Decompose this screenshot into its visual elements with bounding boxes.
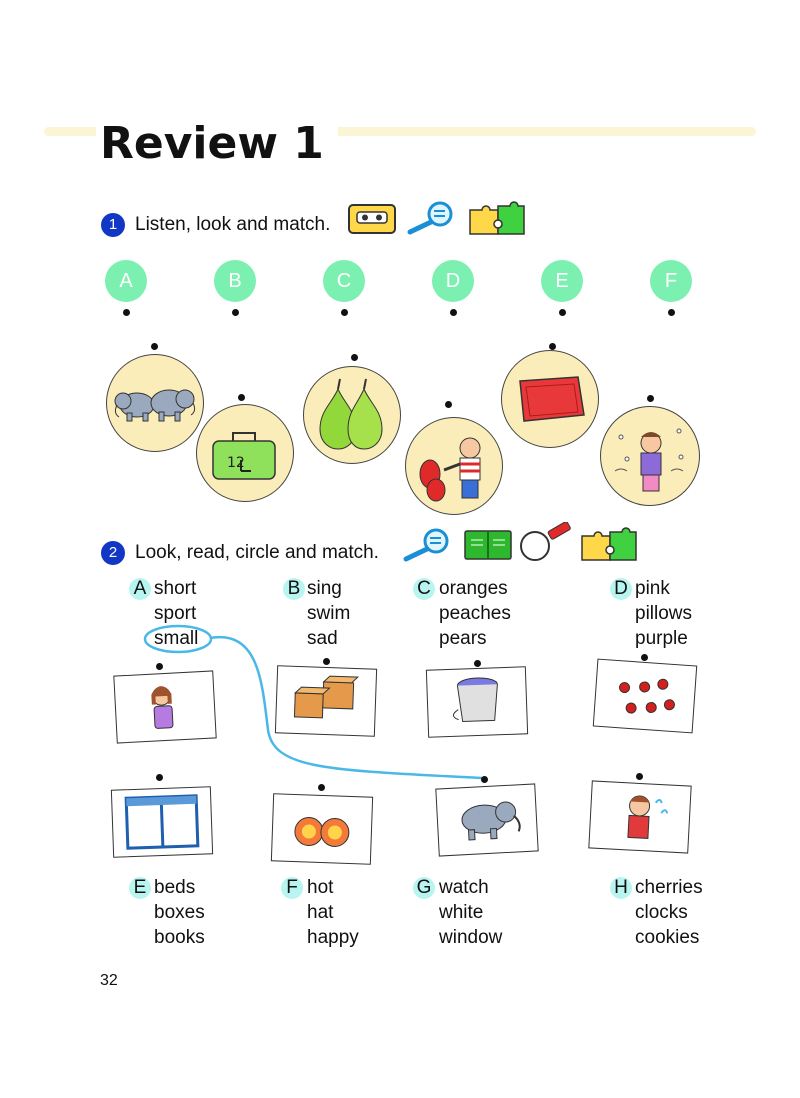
card-cherries: [593, 659, 697, 734]
word-option[interactable]: cookies: [635, 927, 700, 948]
option-letter-c: C: [413, 578, 435, 600]
word-option[interactable]: purple: [635, 628, 688, 649]
match-letter-b: B: [214, 260, 256, 302]
word-option[interactable]: watch: [439, 877, 489, 898]
word-option[interactable]: happy: [307, 927, 359, 948]
option-letter-g: G: [413, 877, 435, 899]
word-option[interactable]: hat: [307, 902, 334, 923]
match-letter-c: C: [323, 260, 365, 302]
card-elephant: [435, 783, 538, 856]
word-option[interactable]: books: [154, 927, 205, 948]
card-peaches: [271, 793, 373, 864]
match-letter-d: D: [432, 260, 474, 302]
word-option[interactable]: peaches: [439, 603, 511, 624]
card-hot-boy: [588, 780, 691, 853]
svg-text:12: 12: [227, 455, 245, 471]
match-letter-a: A: [105, 260, 147, 302]
section-2-number: 2: [101, 541, 125, 565]
option-letter-a: A: [129, 578, 151, 600]
page-number: 32: [100, 972, 118, 989]
card-bucket: [426, 666, 528, 737]
card-boxes: [275, 665, 377, 736]
word-option[interactable]: small: [154, 628, 199, 649]
match-letter-f: F: [650, 260, 692, 302]
card-dot[interactable]: [636, 773, 643, 780]
word-option[interactable]: clocks: [635, 902, 688, 923]
page-title: Review 1: [96, 112, 338, 176]
section-1-number: 1: [101, 213, 125, 237]
option-letter-e: E: [129, 877, 151, 899]
card-dot[interactable]: [323, 658, 330, 665]
card-dot[interactable]: [641, 654, 648, 661]
option-letter-d: D: [610, 578, 632, 600]
word-option[interactable]: pears: [439, 628, 487, 649]
card-dot[interactable]: [474, 660, 481, 667]
card-window: [111, 786, 213, 857]
word-option[interactable]: cherries: [635, 877, 703, 898]
card-sad-girl: [113, 670, 216, 743]
section-2-instruction: Look, read, circle and match.: [135, 542, 379, 563]
card-dot[interactable]: [481, 776, 488, 783]
option-letter-b: B: [283, 578, 305, 600]
word-option[interactable]: pink: [635, 578, 670, 599]
word-option[interactable]: sing: [307, 578, 342, 599]
word-option[interactable]: sport: [154, 603, 197, 624]
option-letter-h: H: [610, 877, 632, 899]
word-option[interactable]: sad: [307, 628, 338, 649]
section-1-instruction: Listen, look and match.: [135, 214, 331, 235]
card-dot[interactable]: [318, 784, 325, 791]
word-option[interactable]: oranges: [439, 578, 508, 599]
card-dot[interactable]: [156, 774, 163, 781]
word-option[interactable]: swim: [307, 603, 351, 624]
card-dot[interactable]: [156, 663, 163, 670]
word-option[interactable]: hot: [307, 877, 334, 898]
option-letter-f: F: [281, 877, 303, 899]
word-option[interactable]: short: [154, 578, 197, 599]
match-letter-e: E: [541, 260, 583, 302]
example-circle: [142, 623, 214, 655]
word-option[interactable]: pillows: [635, 603, 693, 624]
word-option[interactable]: beds: [154, 877, 196, 898]
word-option[interactable]: window: [439, 927, 503, 948]
word-option[interactable]: boxes: [154, 902, 205, 923]
word-option[interactable]: white: [439, 902, 484, 923]
